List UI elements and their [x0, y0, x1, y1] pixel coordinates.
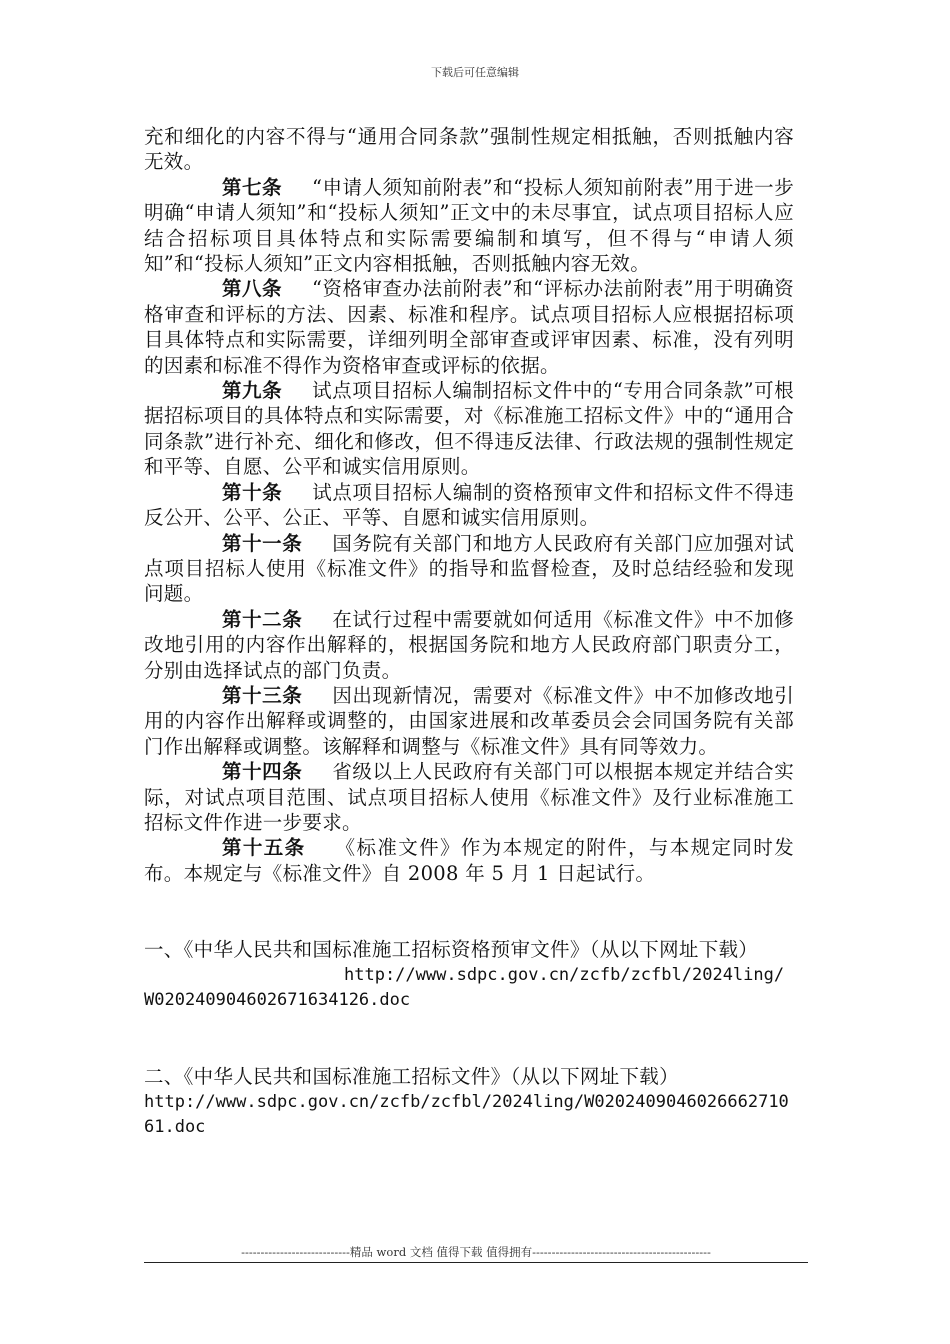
page-header: 下载后可任意编辑 [431, 66, 519, 79]
article-text: 省级以上人民政府有关部门可以根据本规定并结合实际，对试点项目范围、试点项目招标人使用《标准文件》及行业标准施工招标文件作进一步要求。 [144, 760, 794, 834]
article-8 [144, 276, 794, 378]
footer-divider [144, 1262, 808, 1263]
article-text: 在试行过程中需要就如何适用《标准文件》中不加修改地引用的内容作出解释的，根据国务院和地方人民政府部门职责分工，分别由选择试点的部门负责。 [144, 607, 794, 682]
article-14 [144, 759, 794, 835]
attachment-1-link[interactable]: http://www.sdpc.gov.cn/zcfb/zcfbl/2024ling/W020240904602671634126.doc [144, 964, 785, 1010]
article-10 [144, 480, 794, 531]
article-label: 第十三条 [222, 683, 303, 707]
article-text: “资格审查办法前附表”和“评标办法前附表”用于明确资格审查和评标的方法、因素、标准和程序。试点项目招标人应根据招标项目具体特点和实际需要，详细列明全部审查或评审因素、标准，没有列明的因素和标准不得作为资格审查或评标的依据。 [144, 277, 794, 377]
spacer [144, 1013, 794, 1064]
article-label: 第十五条 [222, 836, 306, 860]
article-9 [144, 378, 794, 480]
article-text: 试点项目招标人编制的资格预审文件和招标文件不得违反公开、公平、公正、平等、自愿和诚实信用原则。 [144, 480, 795, 530]
article-label: 第十条 [222, 480, 283, 504]
article-text: 因出现新情况，需要对《标准文件》中不加修改地引用的内容作出解释或调整的，由国家进展和改革委员会会同国务院有关部门作出解释或调整。该解释和调整与《标准文件》具有同等效力。 [144, 683, 794, 758]
attachment-2-link[interactable]: http://www.sdpc.gov.cn/zcfb/zcfbl/2024ling/W020240904602666271061.doc [144, 1091, 789, 1138]
article-label: 第八条 [222, 277, 283, 301]
article-text: “申请人须知前附表”和“投标人须知前附表”用于进一步明确“申请人须知”和“投标人须知”正文中的未尽事宜，试点项目招标人应结合招标项目具体特点和实际需要编制和填写，但不得与“申请人须知”和“投标人须知”正文内容相抵触，否则抵触内容无效。 [144, 175, 794, 276]
article-11 [144, 531, 794, 607]
article-label: 第十二条 [222, 607, 303, 631]
document-body [144, 124, 794, 1141]
article-label: 第十四条 [222, 760, 303, 784]
article-label: 第十一条 [222, 531, 303, 555]
attachment-1-title: 一、《中华人民共和国标准施工招标资格预审文件》（从以下网址下载） [144, 938, 759, 962]
article-7 [144, 175, 794, 277]
article-label: 第七条 [222, 175, 283, 199]
article-text: 《标准文件》作为本规定的附件，与本规定同时发布。本规定与《标准文件》自 2008 年 5 月 1 日起试行。 [144, 836, 795, 885]
article-13 [144, 683, 794, 759]
spacer [144, 886, 794, 937]
article-text: 国务院有关部门和地方人民政府有关部门应加强对试点项目招标人使用《标准文件》的指导和监督检查，及时总结经验和发现问题。 [144, 531, 794, 606]
paragraph-continuation: 充和细化的内容不得与“通用合同条款”强制性规定相抵触，否则抵触内容无效。 [144, 125, 794, 174]
article-text: 试点项目招标人编制招标文件中的“专用合同条款”可根据招标项目的具体特点和实际需要，对《标准施工招标文件》中的“通用合同条款”进行补充、细化和修改，但不得违反法律、行政法规的强制性规定和平等、自愿、公平和诚实信用原则。 [144, 379, 794, 479]
article-label: 第九条 [222, 379, 283, 403]
page-footer: ----------------------------精品 word 文档 值得下载 值得拥有---------------------------------------------- [241, 1245, 711, 1259]
article-15 [144, 835, 794, 886]
attachment-2-title: 二、《中华人民共和国标准施工招标文件》（从以下网址下载） [144, 1065, 679, 1089]
article-12 [144, 607, 794, 683]
